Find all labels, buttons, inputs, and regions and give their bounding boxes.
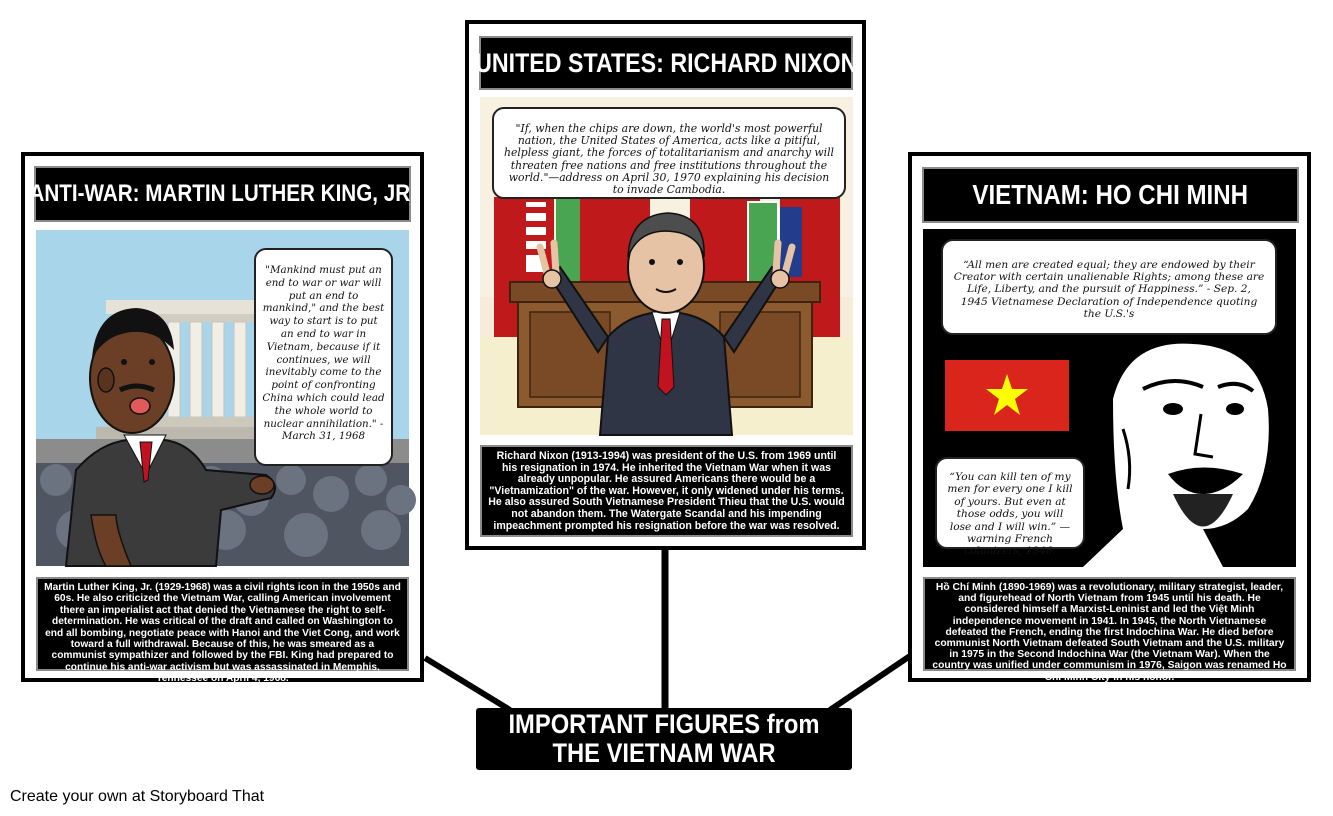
mlk-quote-bubble: "Mankind must put an end to war or war will put an end to mankind," and the best way to start is to put an end to war in Vietnam, because if it continues, we will inevitably come to the point of confronting China which could lead the whole world to nuclear annihilation." - March 31, 1968: [254, 248, 393, 466]
vietnam-flag-icon: [945, 360, 1069, 431]
ho-chi-minh-scene: [923, 229, 1296, 567]
ho-chi-minh-description: Hồ Chí Minh (1890-1969) was a revolutionary, military strategist, leader, and figurehead of North Vietnam from 1945 until his death. He considered himself a Marxist-Leninist and led the Việt Minh independence movement in 1941. In 1945, the North Vietnamese defeated the French, ending the first Indochina War. He died before communist North Vietnam defeated South Vietnam and the U.S. military in 1975 in the Second Indochina War (the Vietnam War). When the country was unified under communism in 1976, Saigon was renamed Ho Chi Minh City in his honor.: [923, 577, 1296, 671]
mlk-description: Martin Luther King, Jr. (1929-1968) was a civil rights icon in the 1950s and 60s. He also criticized the Vietnam War, calling American involvement there an imperialist act that denied the Vietnamese the right to self-determination. He was critical of the draft and called on Washington to end all bombing, negotiate peace with Hanoi and the Viet Cong, and work toward a full withdrawal. Because of this, he was smeared as a communist sympathizer and followed by the FBI. King had prepared to continue his anti-war activism but was assassinated in Memphis, Tennessee on April 4, 1968.: [36, 577, 409, 671]
panel-nixon: [465, 20, 866, 550]
nixon-quote-bubble: "If, when the chips are down, the world's most powerful nation, the United States of America, acts like a pitiful, helpless giant, the forces of totalitarianism and anarchy will threaten free nations and free institutions throughout the world."—address on April 30, 1970 explaining his decision to invade Cambodia.: [492, 107, 846, 199]
ho-quote-bottom-bubble: “You can kill ten of my men for every one I kill of yours. But even at those odds, you will lose and I will win.” —warning French colonizers, 1946.: [935, 457, 1085, 549]
panel-ho-chi-minh-title: VIETNAM: HO CHI MINH: [922, 167, 1299, 223]
ho-quote-top-bubble: “All men are created equal; they are endowed by their Creator with certain unalienable Rights; among these are Life, Liberty, and the pursuit of Happiness.” - Sep. 2, 1945 Vietnamese Declaration of Independence quoting the U.S.'s: [941, 239, 1277, 335]
nixon-scene: [480, 97, 853, 435]
main-title: IMPORTANT FIGURES from THE VIETNAM WAR: [476, 708, 852, 770]
mlk-scene: [36, 230, 409, 566]
panel-nixon-title: UNITED STATES: RICHARD NIXON: [479, 36, 853, 90]
panel-mlk: [21, 152, 424, 685]
panel-ho-chi-minh: [908, 152, 1311, 682]
panel-mlk-title: ANTI-WAR: MARTIN LUTHER KING, JR.: [34, 166, 411, 222]
nixon-description: Richard Nixon (1913-1994) was president of the U.S. from 1969 until his resignation in 1974. He inherited the Vietnam War when it was already unpopular. He assured Americans there would be a "Vietnamization" of the war. However, it only widened under his terms. He also assured South Vietnamese President Thieu that the U.S. would not abandon them. The Watergate Scandal and his impending impeachment prompted his resignation before the war was resolved.: [480, 445, 853, 537]
storyboard-footer-link[interactable]: Create your own at Storyboard That: [10, 788, 265, 805]
